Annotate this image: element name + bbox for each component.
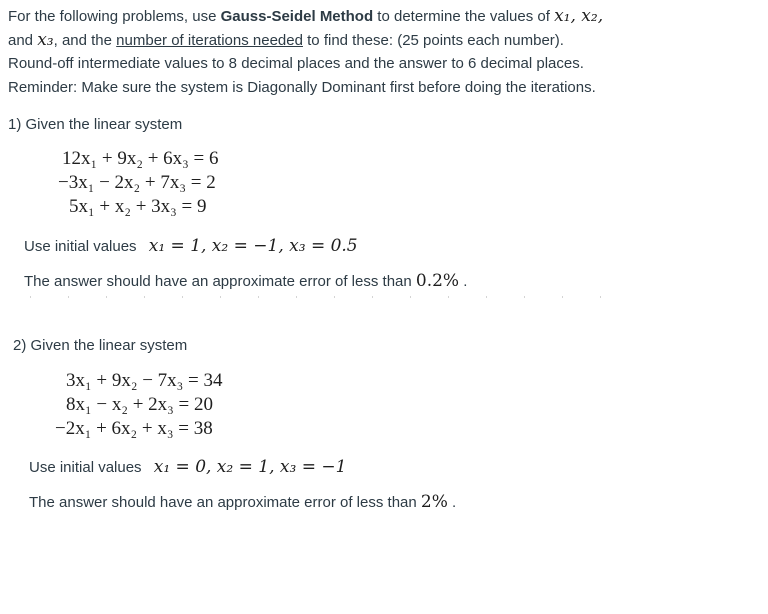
- error-text: .: [459, 273, 468, 290]
- problem-1-equation-1: 12x₁ + 9x₂ + 6x₃ = 6: [62, 148, 219, 169]
- intro-line-3: Round-off intermediate values to 8 decimal places and the answer to 6 decimal places.: [8, 55, 584, 72]
- intro-variables: x₁, x₂,: [554, 6, 604, 26]
- problem-2-equation-1: 3x₁ + 9x₂ − 7x₃ = 34: [66, 370, 223, 391]
- intro-text: and: [8, 32, 38, 49]
- error-text: The answer should have an approximate error of less than: [24, 273, 416, 290]
- error-text: .: [447, 494, 457, 511]
- intro-text: to find these: (25 points each number).: [302, 32, 564, 49]
- problem-1-equation-2: −3x₁ − 2x₂ + 7x₃ = 2: [58, 172, 216, 193]
- intro-line-4: Reminder: Make sure the system is Diagonally Dominant first before doing the iterations.: [8, 79, 596, 96]
- error-text: The answer should have an approximate error of less than: [29, 494, 421, 511]
- initial-values-label: Use initial values: [29, 459, 142, 476]
- problem-2-equation-3: −2x₁ + 6x₂ + x₃ = 38: [55, 418, 213, 439]
- problem-1-initial-values: [24, 236, 358, 256]
- error-threshold: 2%: [420, 492, 448, 512]
- problem-2-error-requirement: [29, 492, 456, 512]
- problem-2-heading: 2) Given the linear system: [13, 337, 188, 354]
- problem-2-initial-values: [29, 457, 346, 477]
- intro-text: to determine the values of: [373, 8, 555, 25]
- initial-values-label: Use initial values: [24, 238, 137, 255]
- problem-1-error-requirement: [24, 271, 467, 291]
- intro-line-1: [8, 4, 603, 29]
- intro-line-2: [8, 28, 564, 53]
- error-threshold: 0.2%: [415, 271, 460, 291]
- intro-variable-x3: x₃: [37, 30, 54, 50]
- intro-text: For the following problems, use: [8, 8, 221, 25]
- method-name: Gauss-Seidel Method: [220, 8, 374, 25]
- problem-1-heading: 1) Given the linear system: [8, 116, 183, 133]
- initial-values-math: x₁ = 0, x₂ = 1, x₃ = −1: [153, 457, 347, 477]
- intro-text: , and the: [53, 32, 117, 49]
- clipped-text-remnant: [30, 296, 630, 298]
- problem-1-equation-3: 5x₁ + x₂ + 3x₃ = 9: [69, 196, 207, 217]
- iterations-emphasis: number of iterations needed: [116, 32, 303, 49]
- problem-2-equation-2: 8x₁ − x₂ + 2x₃ = 20: [66, 394, 214, 415]
- initial-values-math: x₁ = 1, x₂ = −1, x₃ = 0.5: [148, 236, 358, 256]
